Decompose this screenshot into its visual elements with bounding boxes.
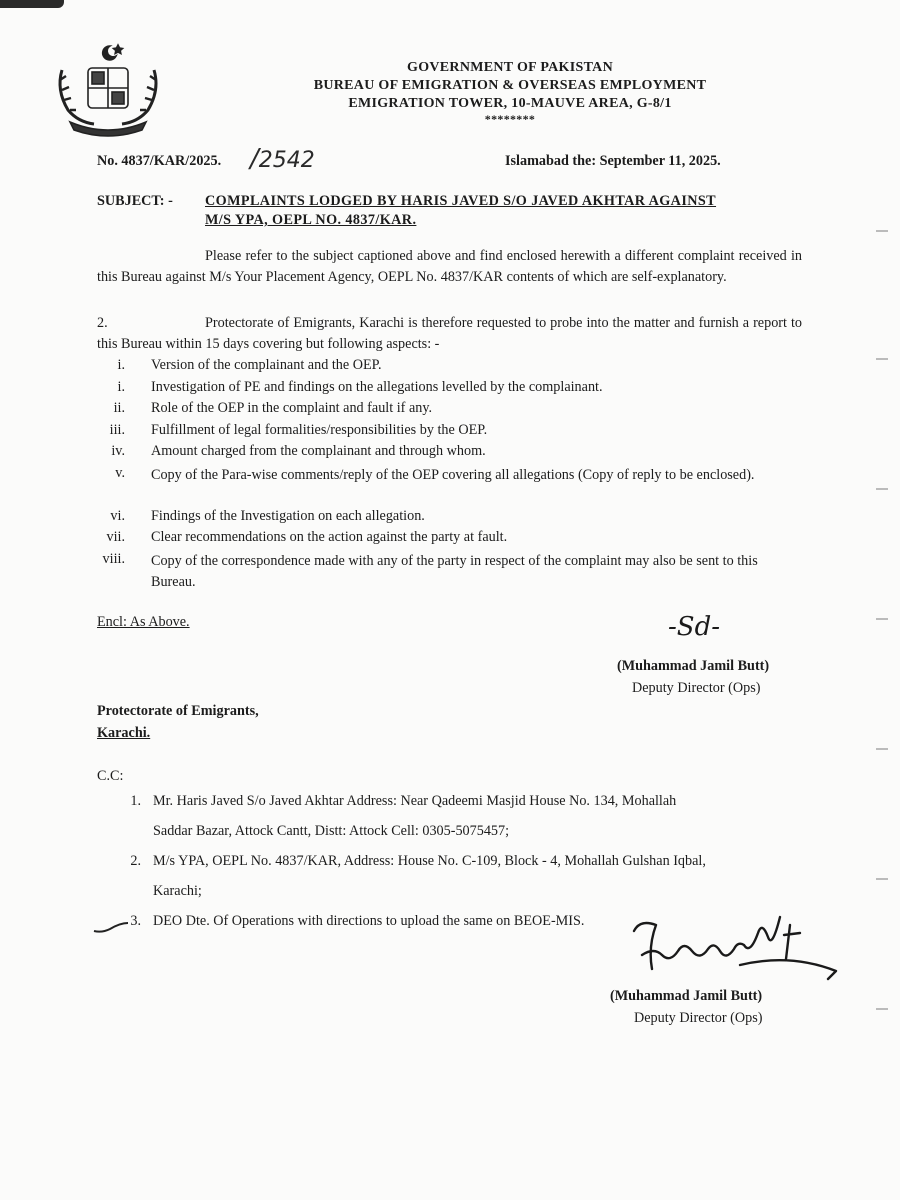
scan-mark xyxy=(876,618,888,620)
signatory-title-1: Deputy Director (Ops) xyxy=(632,680,761,696)
list-item xyxy=(97,443,802,465)
list-item-number: viii. xyxy=(102,550,125,567)
signatory-name-2: (Muhammad Jamil Butt) xyxy=(610,988,763,1004)
subject-line-1: COMPLAINTS LODGED BY HARIS JAVED S/O JAVED AKHTAR AGAINST xyxy=(205,193,717,209)
list-item xyxy=(97,508,802,530)
header-government: GOVERNMENT OF PAKISTAN xyxy=(407,60,613,75)
aspects-list xyxy=(97,357,802,594)
addressee-line-2: Karachi. xyxy=(97,725,151,741)
list-item-number: i. xyxy=(117,378,125,395)
scan-mark xyxy=(876,488,888,490)
list-item xyxy=(97,379,802,401)
list-item-text: Copy of the Para-wise comments/reply of the OEP covering all allegations (Copy of reply to be enclosed). xyxy=(151,466,755,483)
header-stars: ******** xyxy=(484,112,536,126)
scan-mark xyxy=(876,1008,888,1010)
cc-item-number: 1. xyxy=(130,793,141,809)
paragraph-2: Protectorate of Emigrants, Karachi is therefore requested to probe into the matter and furnish a report to this Bureau within 15 days covering but following aspects: - xyxy=(97,315,802,352)
addressee-line-1: Protectorate of Emigrants, xyxy=(97,703,259,719)
subject-label: SUBJECT: - xyxy=(97,193,173,209)
list-item-text: Copy of the correspondence made with any of the party in respect of the complaint may also be sent to this Bureau. xyxy=(151,552,758,590)
list-item-number: ii. xyxy=(113,400,125,416)
list-item xyxy=(97,422,802,444)
list-item xyxy=(97,357,802,379)
pen-tick-mark xyxy=(92,905,132,935)
paragraph-1: Please refer to the subject captioned above and find enclosed herewith a different complaint received in this Bureau against M/s Your Placement Agency, OEPL No. 4837/KAR contents of which are self-explanatory. xyxy=(97,248,802,285)
list-item-number: vi. xyxy=(110,507,125,524)
list-item-text: Findings of the Investigation on each allegation. xyxy=(151,507,425,524)
handwritten-slash: / xyxy=(250,144,259,174)
cc-item xyxy=(105,786,805,846)
handwritten-reference-number: 2542 xyxy=(258,148,315,173)
signatory-title-2: Deputy Director (Ops) xyxy=(634,1010,763,1026)
handwritten-reference xyxy=(250,144,315,174)
list-item-text: Clear recommendations on the action against the party at fault. xyxy=(151,529,508,545)
list-item-text: Investigation of PE and findings on the allegations levelled by the complainant. xyxy=(151,378,603,395)
cc-item xyxy=(105,846,805,906)
list-item-text: Amount charged from the complainant and through whom. xyxy=(151,443,486,459)
scan-mark xyxy=(876,230,888,232)
header-address: EMIGRATION TOWER, 10-MAUVE AREA, G-8/1 xyxy=(348,96,672,111)
letter-date: Islamabad the: September 11, 2025. xyxy=(505,153,721,169)
cc-item-line-1: M/s YPA, OEPL No. 4837/KAR, Address: House No. C-109, Block - 4, Mohallah Gulshan Iqbal, xyxy=(153,853,706,869)
list-item-number: vii. xyxy=(106,529,125,545)
scan-mark xyxy=(876,748,888,750)
paragraph-2-number: 2. xyxy=(97,315,108,331)
list-item xyxy=(97,400,802,422)
scan-mark xyxy=(876,358,888,360)
list-item-number: iv. xyxy=(111,443,125,459)
list-item xyxy=(97,465,802,508)
cc-item-number: 3. xyxy=(130,913,141,929)
reference-number: No. 4837/KAR/2025. xyxy=(97,153,222,169)
list-item xyxy=(97,529,802,551)
signatory-name-1: (Muhammad Jamil Butt) xyxy=(617,658,770,674)
cc-item-line-1: DEO Dte. Of Operations with directions to upload the same on BEOE-MIS. xyxy=(153,913,585,929)
scan-mark xyxy=(876,878,888,880)
enclosure-note: Encl: As Above. xyxy=(97,614,190,630)
government-emblem-icon xyxy=(52,40,164,140)
handwritten-sd-signature: -Sd- xyxy=(668,612,721,642)
header-bureau: BUREAU OF EMIGRATION & OVERSEAS EMPLOYMENT xyxy=(313,78,707,93)
cc-item-line-2: Karachi; xyxy=(153,883,202,899)
list-item-number: v. xyxy=(115,464,125,481)
list-item-text: Fulfillment of legal formalities/responsibilities by the OEP. xyxy=(151,421,488,438)
list-item-number: iii. xyxy=(109,421,125,438)
subject-line-2: M/S YPA, OEPL NO. 4837/KAR. xyxy=(205,212,417,228)
cc-item-number: 2. xyxy=(130,853,141,869)
cc-label: C.C: xyxy=(97,768,124,784)
cc-item-line-1: Mr. Haris Javed S/o Javed Akhtar Address: Near Qadeemi Masjid House No. 134, Mohallah xyxy=(153,793,677,809)
list-item-text: Role of the OEP in the complaint and fault if any. xyxy=(151,400,433,416)
list-item-number: i. xyxy=(117,357,125,373)
handwritten-signature-icon xyxy=(620,915,850,985)
cc-list xyxy=(105,786,805,936)
list-item xyxy=(97,551,802,594)
cc-item-line-2: Saddar Bazar, Attock Cantt, Distt: Attock Cell: 0305-5075457; xyxy=(153,823,510,839)
window-corner-tab xyxy=(0,0,64,8)
list-item-text: Version of the complainant and the OEP. xyxy=(151,357,382,373)
